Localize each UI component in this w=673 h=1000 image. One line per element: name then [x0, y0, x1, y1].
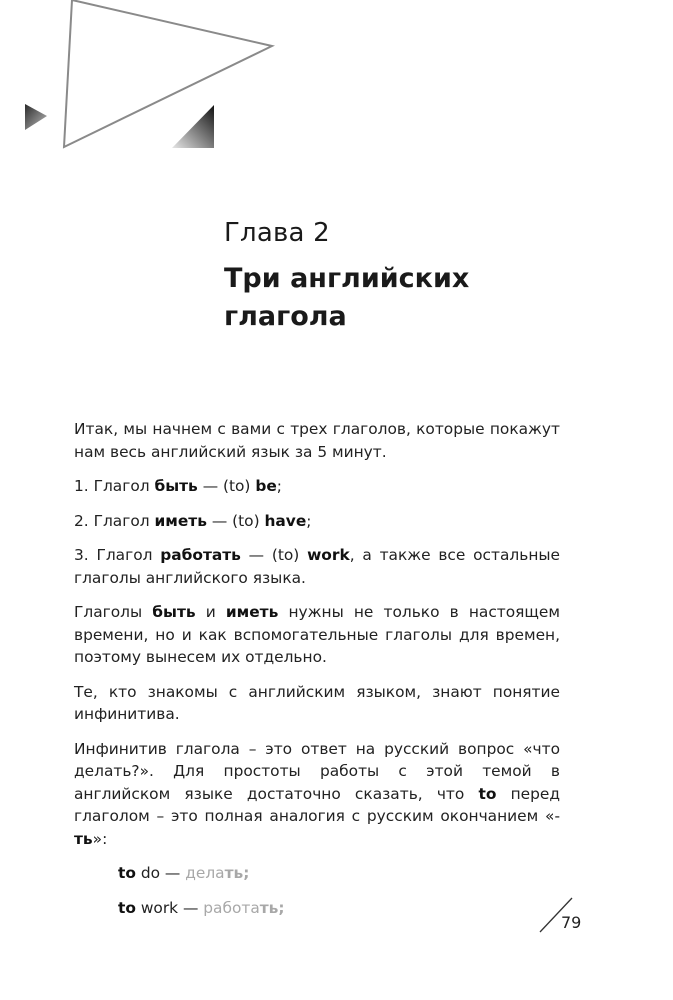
gradient-triangle-left — [25, 104, 47, 130]
chapter-title-line-1: Три английских — [224, 263, 470, 294]
chapter-number: Глава 2 — [224, 218, 330, 248]
page-number: 79 — [561, 913, 582, 932]
example-work: to work — работать; — [118, 898, 285, 917]
paragraph-infinitive-definition: Инфинитив глагола – это ответ на русский вопрос «что делать?». Для простоты работы с этой темой в английском языке достаточно сказать, что to перед глаголом – это полная аналогия с русским окончанием «-ть»: — [74, 739, 560, 848]
chapter-title-line-2: глагола — [224, 301, 347, 332]
list-item-2: 2. Глагол иметь — (to) have; — [74, 511, 312, 530]
example-do: to do — делать; — [118, 864, 250, 882]
body-text — [74, 418, 560, 931]
paragraph-auxiliary: Глаголы быть и иметь нужны не только в настоящем времени, но и как вспомогательные глаголы для времен, поэтому вынесем их отдельно. — [74, 603, 560, 666]
intro-paragraph: Итак, мы начнем с вами с трех глаголов, которые покажут нам весь английский язык за 5 минут. — [74, 420, 560, 461]
chapter-title — [224, 260, 554, 336]
gradient-triangle-right — [172, 105, 214, 148]
list-item-3: 3. Глагол работать — (to) work, а также все остальные глаголы английского языка. — [74, 546, 560, 587]
outline-triangle — [64, 0, 272, 147]
decorative-triangles — [0, 0, 673, 200]
list-item-1: 1. Глагол быть — (to) be; — [74, 477, 282, 495]
paragraph-infinitive: Те, кто знакомы с английским языком, знают понятие инфинитива. — [74, 682, 560, 723]
